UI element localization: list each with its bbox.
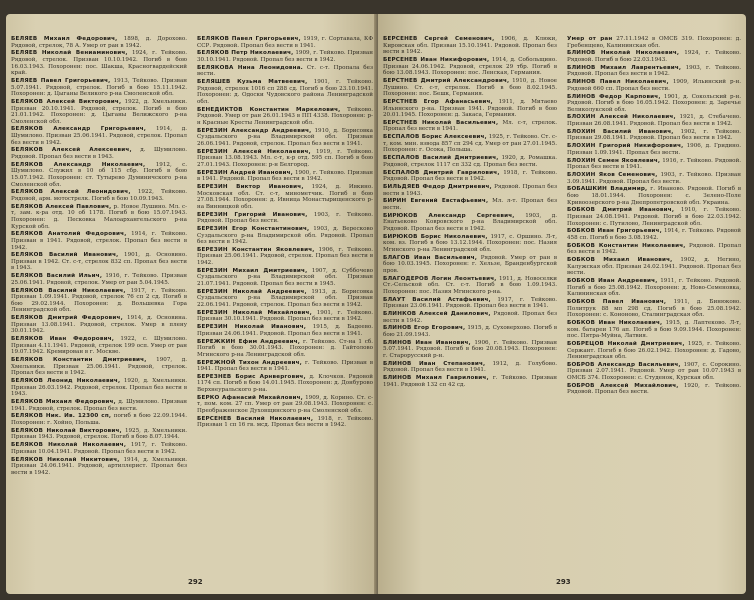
memorial-entry (197, 107, 373, 127)
entry-name: БЕЛЯКОВ Алексей Павлович, (11, 203, 112, 210)
entry-name: БЕРСЕНЕВ Сергей Семенович, (383, 36, 495, 42)
entry-details: Мл. с-т, стрелок. Пропал без вести в 1941. (383, 119, 558, 133)
entry-name: БЕЛЯКОВ Николай Николаевич, (11, 442, 127, 449)
memorial-entry (383, 213, 557, 233)
memorial-entry (383, 361, 557, 374)
entry-name: БИРЮКОВ Борис Николаевич, (383, 233, 488, 240)
entry-details: 1903, г. Тейково. Рядовой. Пропал без вести в 1942. (567, 64, 741, 78)
entry-details: 1917, с. Оршино. Л-т, ком. вз. Погиб в бою 13.12.1944. Похоронен: пос. Назия Мгинского р-на Ленинградской обл. (383, 233, 557, 253)
entry-details: 1922, Тейково. Рядовой, арм. мотострелк. Погиб в бою 10.09.1943. (11, 189, 187, 202)
entry-details: 1903, д. Енатьеково Ковровского р-на Владимирской обл. Рядовой. Пропал без вести в 1942. (383, 212, 558, 232)
left-page-columns (6, 36, 378, 566)
memorial-entry (567, 320, 741, 340)
memorial-entry (567, 36, 741, 49)
entry-name: БЕЛЯКОВ Александр Григорьевич, (11, 126, 147, 133)
entry-details: 1910, д. Новое Лушино. Ст. с-т, стрелок. Погиб в бою 8.02.1945. Похоронен: пос. Бешк, Германия. (383, 77, 557, 98)
memorial-entry (11, 189, 187, 202)
entry-name: БЕЛЯКОВ Павел Григорьевич, (197, 36, 301, 42)
entry-name: БЕЛЯКОВ Анатолий Федорович, (11, 231, 127, 238)
entry-details: 1909, Ильинский р-н. Рядовой 660 сп. Пропал без вести. (567, 79, 741, 92)
entry-details: 1898, д. Дорохово. Рядовой, стрелок, 78 А. Умер от ран в 1942. (11, 36, 187, 49)
entry-name: БЕРЕЗИН Николай Иванович, (197, 324, 307, 331)
entry-details: 1911, д. Бинюково. Политрук 88 мп 298 сд. Погиб в бою 25.08.1942. Похоронен: с. Кононово, Сталинградская обл. (567, 298, 742, 319)
entry-details: 1914, д. Хмельники. Призван 24.06.1941. Рядовой, артиллерист. Пропал без вести в 1942. (11, 456, 187, 476)
memorial-entry (11, 36, 187, 49)
left-page (6, 14, 378, 594)
memorial-entry (197, 268, 373, 288)
entry-name: БЕРЕЗИН Николай Михайлович, (197, 309, 312, 316)
right-page (378, 14, 746, 594)
entry-name: БЛАГОВ Иван Васильевич, (383, 254, 478, 261)
entry-name: БИРИН Евгений Евстафьевич, (383, 198, 489, 205)
memorial-entry (197, 128, 373, 148)
entry-name: БЕЛЯШЕВ Кузьма Матвеевич, (197, 79, 308, 86)
entry-details: 1906, г. Тейково. Призван 5.07.1941. Рядовой. Погиб в бою 20.08.1943. Похоронен: г. Старорусский р-н. (383, 339, 557, 359)
entry-name: БЛИНОВ Михаил Лаврентьевич, (567, 64, 682, 71)
entry-name: БЛИНОВ Михаил Гаврилович, (383, 375, 489, 382)
memorial-entry (383, 99, 557, 119)
left-column-2 (192, 36, 378, 566)
memorial-entry (383, 36, 557, 56)
entry-details: 1909, д. Корино. Ст. с-т, пом. ком. 27 сп. Умер от ран 29.08.1943. Похоронен: с. Преображенское Духовщинского р-на Смоленской обл. (197, 394, 373, 415)
entry-details: 1912, д. Голубово. Рядовой. Пропал без вести в 1941. (383, 360, 558, 374)
entry-details: 1915, д. Лаптеково. Л-т, ком. батареи 176 ап. Погиб в бою 9.09.1944. Похоронен: пос. Пятра-Муйна, Латвия. (567, 319, 742, 340)
memorial-entry (567, 114, 741, 127)
memorial-entry (567, 65, 741, 78)
memorial-entry (567, 341, 741, 361)
entry-name: БЕРЕЗИН Андрей Иванович, (197, 169, 293, 176)
memorial-entry (197, 50, 373, 63)
entry-details: 1924, г. Тейково. Рядовой, стрелок. Призван 10.10.1942. Погиб в бою 16.03.1943. Похоронен: пос. Шакша, Красногвардейский край. (11, 50, 187, 77)
entry-details: Тейково. Рядовой. Умер от ран 26.01.1943 в ПП 4338. Похоронен: р-н Красные Кресты Ленинградской обл. (197, 106, 373, 126)
entry-details: Рядовой. Пропал без вести в 1943. (383, 183, 558, 197)
entry-name: БОБРЕЦОВ Николай Дмитриевич, (567, 340, 685, 347)
entry-name: БЕРЕЖНОЙ Тихон Андреевич, (197, 359, 302, 366)
entry-details: 1917, г. Тейково. Призван 10.04.1941. Рядовой. Пропал без вести в 1942. (11, 442, 187, 455)
entry-details: 1913, д. Борисовка Суздальского р-на Владимирской обл. Призван 22.06.1941. Рядовой, стрелок. Пропал без вести в 1942. (197, 288, 374, 308)
memorial-entry (11, 378, 187, 398)
entry-details: Рядовой. Пропал без вести в 1942. (383, 310, 557, 324)
entry-name: БЕЛЯЕВ Михаил Федорович, (11, 36, 118, 42)
entry-name: БЛИНОВ Николай Николаевич, (567, 50, 680, 57)
left-page-number: 292 (188, 578, 203, 586)
entry-name: БЛОХИН Василий Иванович, (567, 128, 674, 135)
entry-name: БЕСПАЛОВ Борис Алексеевич, (383, 134, 487, 141)
entry-details: 1922, д. Хмельники. Призван 20.10.1941. Рядовой, стрелок. Погиб в бою 21.01.1942. Похоронен: д. Цыганы Велижского р-на Смоленской обл. (11, 98, 188, 125)
memorial-entry (11, 428, 187, 441)
entry-details: 1914, д. Основина. Призван 13.08.1941. Рядовой, стрелок. Умер в плену 30.01.1942. (11, 315, 187, 335)
entry-name: БЛИНОВ Федор Карпович, (567, 93, 661, 100)
entry-name: БЕРСЕНЕВ Иван Никифорович, (383, 56, 490, 63)
entry-name: БЕРЕЗИН Николай Андреевич, (197, 288, 307, 295)
memorial-entry (383, 325, 557, 338)
entry-details: 1907, д. Суббочево Суздальского р-на Владимирской обл. Призван 21.07.1941. Рядовой. Пропал без вести в 1945. (197, 267, 374, 288)
entry-details: 1925, г. Тейково. Ст. с-т, ком. мин. взвода 857 сп 294 сд. Умер от ран 27.01.1945. Похоронен: г. Осока, Польша. (383, 134, 557, 154)
entry-details: 1911, г. Тейково. Рядовой. Погиб в бою 25.08.1942. Похоронен: д. Ново-Семеновка, Калининская обл. (567, 278, 741, 298)
memorial-entry (567, 94, 741, 114)
entry-details: 1924, д. Ивкино. Московская обл. Ст. с-т, минометчик. Погиб в бою 27.08.1944. Похоронен: д. Ивница Монастырищенского р-на Винницкой обл. (197, 183, 374, 210)
entry-name: БОБАШКИН Владимир, (567, 186, 648, 193)
memorial-entry (383, 184, 557, 197)
entry-name: БОБКОВ Дмитрий Иванович, (567, 207, 675, 214)
entry-details: 1903, г. Тейково. Рядовой. Пропал без вести. (197, 211, 373, 225)
entry-name: БЕЛЯКОВ Петр Николаевич, (197, 50, 294, 57)
memorial-entry (567, 383, 741, 396)
entry-name: БОБКОВ Иван Андреевич, (567, 278, 658, 284)
entry-details: 27.11.1942 в ОМСБ 319. Похоронен: д. Гребенщево, Калининская обл. (567, 36, 741, 49)
entry-name: БЕЛЯКОВ Александр Николаевич, (11, 161, 146, 168)
entry-name: БЕРЕЗИН Виктор Иванович, (197, 183, 304, 190)
entry-details: 1911, д. Митаево Ильинского р-на. Призван 1941. Рядовой. Погиб в бою 20.01.1945. Похоронен: д. Закаса, Германия. (383, 98, 557, 119)
memorial-entry (567, 362, 741, 382)
entry-name: БЛАУТ Василий Астафьевич, (383, 296, 491, 303)
memorial-entry (567, 129, 741, 142)
entry-details: г. Тейково. Призван 1941. Рядовой 132 сп 42 сд. (383, 375, 557, 388)
entry-name: БЕРЕЗИН Александр Андреевич, (197, 127, 312, 134)
memorial-entry (11, 78, 187, 98)
entry-details: д. Шумилово. Рядовой. Пропал без вести в 1943. (11, 147, 187, 161)
entry-details: р. Новое Лушино. Мл. с-т, зам. к-ра отд. 10 об 1178. Погиб в бою 15.07.1943. Похоронен: д. Песковка Малоархангельского р-на Курской обл. (11, 203, 188, 230)
entry-name: БЕЛЯКОВ Константин Дмитриевич, (11, 357, 147, 364)
entry-name: БОБРОВ Александр Васильевич, (567, 361, 681, 368)
entry-details: 1914, д. Шумилово. Призван 25.06.1941. Рядовой, стрелок. Пропал без вести в 1942. (11, 126, 188, 146)
entry-name: БЕРЕЗИН Константин Яковлевич, (197, 246, 315, 253)
memorial-entry (383, 120, 557, 133)
entry-name: БЛИНОВ Егор Егорович, (383, 325, 466, 332)
entry-name: БОБКОВ Иван Николаевич, (567, 319, 663, 326)
entry-details: 1903, г. Тейково. Призван 3.09.1941. Рядовой. Пропал без вести. (567, 171, 741, 185)
entry-details: 1906, г. Тейково. Призван 25.06.1941. Рядовой, стрелок. Пропал без вести в 1942. (197, 246, 374, 267)
memorial-entry (11, 126, 187, 146)
entry-details: 1917, г. Тейково. Призван 1.09.1941. Рядовой, стрелок 76 сп 2 сд. Погиб в бою 29.02.1944. Похоронен: д. Вольшевка Гора Ленинградской обл. (11, 287, 187, 314)
memorial-entry (197, 310, 373, 323)
memorial-entry (11, 147, 187, 160)
entry-details: 1907, с. Сорокино. Призван 2.07.1941. Рядовой. Умер от ран 10.07.1943 в ОМСБ 374. Похоронен: с. Студенок, Курская обл. (567, 361, 742, 382)
entry-details: г. Тейково. Призван в 1941. Пропал без вести в 1941. (197, 359, 374, 373)
entry-details: 1910, г. Тейково. Призван 24.08.1941. Рядовой. Погиб в бою 22.03.1942. Похоронен: с. Путилово, Ленинградской обл. (567, 207, 741, 227)
entry-details: 1900, г. Тейково. Призван в 1941. Рядовой. Пропал без вести в 1942. (197, 169, 374, 183)
entry-name: БЛОХИН Алексей Николаевич, (567, 114, 676, 121)
entry-details: г. Тейково. Ст-на 1 сб. Погиб в бою 30.01.1943. Похоронен: д. Гайтолово Мгинского р-на Ленинградской обл. (197, 338, 373, 358)
entry-name: БЕСПАЛОВ Дмитрий Гаврилович, (383, 169, 500, 176)
entry-details: д. Клочков. Рядовой 1174 сп. Погиб в бою 14.01.1945. Похоронен: д. Донбурово Верхнеуральского р-на. (197, 373, 373, 394)
entry-details: 1902, г. Тейково. Призван 29.08.1941. Рядовой. Пропал без вести в 1942. (567, 128, 741, 142)
memorial-entry (567, 50, 741, 63)
entry-details: 1920, д. Ромашка. Рядовой, стрелок 1117 сп 332 сд. Пропал без вести. (383, 155, 558, 168)
memorial-entry (197, 374, 373, 394)
entry-name: БЕЛЯКОВ Леонид Николаевич, (11, 378, 121, 385)
memorial-entry (197, 79, 373, 105)
memorial-entry (197, 226, 373, 246)
entry-name: БЛОХИН Яков Семенович, (567, 171, 658, 178)
memorial-entry (383, 134, 557, 154)
entry-details: погиб в бою 22.09.1944. Похоронен: г. Хойно, Польша. (11, 413, 187, 427)
entry-name: БОБКОВ Павел Иванович, (567, 298, 667, 305)
entry-name: БЛОХИН Григорий Никифорович, (567, 143, 684, 150)
memorial-entry (197, 289, 373, 309)
entry-name: БИЛЬДЯЕВ Федор Дмитриевич, (383, 183, 492, 190)
entry-details: 1916, г. Тейково. Призван 25.06.1941. Рядовой, стрелок. Умер от ран 5.04.1945. (11, 273, 187, 286)
memorial-entry (567, 143, 741, 156)
entry-name: БЕЛЯКОВ Иван Федорович, (11, 336, 115, 343)
entry-name: БЕЛЯКОВ Николай Никитович, (11, 456, 120, 463)
entry-name: БЕРСТНЕВ Николай Васильевич, (383, 119, 499, 126)
memorial-entry (197, 395, 373, 415)
memorial-entry (11, 273, 187, 286)
memorial-entry (567, 299, 741, 319)
entry-details: 1919, г. Тейково. Призван 13.08.1943. Мл. с-т, к-р отд. 595 сп. Погиб в бою 27.01.1943. Похоронен: р-н Белгород. (197, 148, 374, 168)
memorial-entry (197, 184, 373, 210)
entry-details: 1914, д. Собольщино. Призван 24.06.1942. Рядовой, стрелок 29 тбр. Погиб в бою 13.08.1943. Похоронен: пос. Ленская, Германия. (383, 56, 557, 77)
memorial-entry (11, 288, 187, 314)
entry-details: 1914, г. Тейково. Призван в 1941. Рядовой, стрелок. Пропал без вести в 1942. (11, 231, 187, 251)
entry-name: БЛИНОВ Павел Николаевич, (567, 79, 669, 86)
entry-details: Ст. с-т. Пропала без вести. (197, 64, 374, 78)
memorial-entry (11, 399, 187, 412)
entry-name: БЕЛЯКОВА Нина Леонидовна. (197, 64, 303, 71)
entry-name: БЛИНОВ Иван Иванович, (383, 339, 471, 346)
entry-details: 1910, д. Борисовка Суздальского р-на Владимирской обл. Призван 26.06.1941. Рядовой, стрелок. Пропал без вести в 1941. (197, 127, 373, 147)
entry-name: БЕНЕДИКТОВ Константин Маркелович, (197, 106, 341, 113)
memorial-entry (197, 416, 373, 429)
entry-name: Умер от ран (567, 36, 613, 42)
memorial-entry (567, 207, 741, 227)
entry-details: 1913, Тейково. Призван 5.07.1941. Рядовой, стрелок. Погиб в бою 15.11.1942. Похоронен: д. Цыганы Великого р-на Смоленской обл. (11, 77, 188, 98)
memorial-entry (383, 297, 557, 310)
entry-name: БЕЛЯКОВ Алексей Леонидович, (11, 189, 131, 196)
entry-name: БЕЛЯКОВ Василий Николаевич, (11, 287, 126, 294)
entry-details: 1914, г. Тейково. Рядовой 458 сп. Погиб в бою 3.08.1942. (567, 228, 741, 241)
entry-details: 1925, д. Хмельники. Призван 1943. Рядовой, стрелок. Погиб в бою 8.07.1944. (11, 427, 187, 441)
entry-details: 1907, д. Хмельники. Призван 25.06.1941. Рядовой, стрелок. Пропал без вести в 1942. (11, 357, 187, 377)
entry-details: 1917, г. Тейково. Призван 23.06.1941. Рядовой. Пропал без вести в 1941. (383, 296, 557, 310)
entry-details: 1901, д. Сокольский р-н. Рядовой. Погиб в бою 16.05.1942. Похоронен: д. Заречье Великолукской обл. (567, 93, 741, 113)
entry-details: 1909, г. Тейково. Призван 30.10.1941. Рядовой. Пропал без вести в 1942. (197, 50, 373, 63)
memorial-entry (567, 186, 741, 206)
memorial-entry (11, 231, 187, 251)
entry-details: 1920, д. Хмельники. Призван 26.03.1942. Рядовой, стрелок. Пропал без вести в 1943. (11, 378, 187, 398)
memorial-entry (383, 255, 557, 275)
memorial-entry (567, 158, 741, 171)
entry-details: 1911, д. Новоселки Ст.-Сельской обл. Ст. с-т. Погиб в бою 1.09.1943. Похоронен: пос. Назия Мгинского р-на. (383, 275, 557, 295)
memorial-entry (197, 360, 373, 373)
entry-name: БЕРЕЗИН Алексей Николаевич, (197, 148, 311, 155)
entry-details: 1903, д. Вересково Суздальского р-на Владимирской обл. Рядовой. Пропал без вести в 1942. (197, 225, 373, 246)
entry-name: БЕЛЯКОВ Алексей Алексеевич, (11, 147, 132, 154)
memorial-entry (197, 149, 373, 169)
entry-name: БЕРЕЗНЕВ Борис Арнвергович, (197, 373, 306, 380)
entry-name: БЕСПАЛОВ Василий Дмитриевич, (383, 155, 499, 162)
entry-name: БЕРЕЖКИН Ефим Андреевич, (197, 338, 301, 345)
entry-name: БЕРСЕНЕВ Василий Николаевич, (197, 415, 314, 422)
entry-details: 1906, д. Гридино. Призван 1.09.1941. Пропал без вести. (567, 143, 742, 156)
entry-name: БЕРЕЗИН Григорий Иванович, (197, 211, 308, 218)
entry-name: БЕЛЯКОВ Ник. Ив. 12300 сп, (11, 413, 112, 420)
entry-details: Мл. л-т. Пропал без вести. (383, 198, 557, 211)
entry-details: 1902, д. Негино, Калужская обл. Призван 24.02.1941. Рядовой. Пропал без вести. (567, 257, 741, 277)
entry-details: д. Шумилово. Призван 1941. Рядовой, стрелок. Пропал без вести. (11, 399, 188, 412)
entry-details: 1918, г. Тейково. Рядовой. Пропал без вести в 1942. (383, 169, 557, 183)
memorial-entry (383, 78, 557, 98)
entry-details: 1919, г. Сортавала, КФ ССР. Рядовой. Пропал без вести в 1941. (197, 36, 373, 49)
memorial-entry (567, 243, 741, 256)
memorial-entry (567, 257, 741, 277)
memorial-entry (11, 357, 187, 377)
entry-name: БЕЛЯКОВ Михаил Федорович, (11, 399, 116, 406)
memorial-entry (567, 228, 741, 241)
entry-name: БЕЛЯКОВ Василий Ильич, (11, 273, 103, 280)
entry-name: БЕРЕЗИН Михаил Дмитриевич, (197, 267, 308, 274)
entry-details: г. Иваново. Рядовой. Погиб в бою 18.01.1944. Похоронен: с. Зелено-Поле Кривоозерского р-на Днепропетровской обл. Украина. (567, 186, 742, 206)
entry-name: БОБКОВ Михаил Иванович, (567, 257, 673, 264)
memorial-entry (11, 204, 187, 230)
entry-name: БЕРЕЗИН Егор Константинович, (197, 225, 310, 232)
memorial-entry (383, 155, 557, 168)
entry-name: БЕЛЯЕВ Павел Григорьевич, (11, 77, 111, 84)
entry-name: БЛИНОВ Иван Степанович, (383, 360, 486, 367)
memorial-entry (567, 79, 741, 92)
entry-details: 1901, г. Тейково. Призван 30.10.1941. Рядовой. Пропал без вести в 1942. (197, 309, 373, 323)
entry-name: БЛАГОДЕРОВ Логин Леонтьевич, (383, 275, 497, 282)
right-column-2 (562, 36, 746, 566)
memorial-entry (567, 172, 741, 185)
entry-name: БЕЛЯКОВ Дмитрий Федорович, (11, 315, 123, 322)
entry-name: БЕЛЯЕВ Николай Вениаминович, (11, 50, 128, 57)
entry-details: 1915, д. Суховерхово. Погиб в бою 21.09.1943. (383, 325, 557, 338)
entry-details: 1906, д. Клюки, Кировская обл. Призван 15.10.1941. Рядовой. Пропал без вести в 1942. (383, 36, 557, 56)
memorial-entry (11, 442, 187, 455)
memorial-entry (197, 65, 373, 78)
entry-name: БЛИНКОВ Алексей Данилович, (383, 310, 491, 317)
entry-details: 1920, г. Тейково. Рядовой. Пропал без вести. (567, 382, 742, 396)
entry-name: БОБКОВ Константин Николаевич, (567, 242, 686, 249)
entry-name: БЕЛЯКОВ Николай Викторович, (11, 427, 122, 434)
memorial-entry (383, 276, 557, 296)
memorial-entry (567, 278, 741, 298)
left-column-1 (6, 36, 192, 566)
memorial-entry (11, 50, 187, 76)
entry-details: Рядовой. Пропал без вести в 1942. (567, 242, 742, 256)
entry-name: БОБКОВ Иван Григорьевич, (567, 228, 662, 235)
memorial-entry (383, 198, 557, 211)
entry-name: БЛОХИН Семен Яковлевич, (567, 157, 661, 164)
memorial-entry (383, 57, 557, 77)
entry-details: 1916, г. Тейково. Рядовой. Пропал без вести в 1941. (567, 157, 741, 171)
memorial-entry (11, 162, 187, 188)
right-page-columns (378, 36, 746, 566)
memorial-entry (11, 99, 187, 125)
entry-name: БЕРСТНЕВ Дмитрий Александрович, (383, 77, 510, 84)
memorial-entry (197, 212, 373, 225)
memorial-entry (11, 336, 187, 356)
entry-details: 1925, г. Тейково. Сержант. Погиб в бою 26.02.1942. Похоронен: д. Гадово, Ленинградская обл. (567, 340, 741, 361)
memorial-entry (383, 375, 557, 388)
entry-details: 1901, г. Тейково. Рядовой, стрелок 1016 сп 288 сд. Погиб в бою 23.10.1941. Похоронен: д. Одоски Чудовского района Ленинградской обл. (197, 79, 373, 105)
entry-details: 1912, с. Шумилово. Служил в 10 об 115 сбр. Погиб в бою 15.07.1942. Похоронен: ст. Тутырево Думиничского р-на Смоленской обл. (11, 161, 187, 188)
entry-name: БОБРОВ Алексей Михайлович, (567, 382, 679, 389)
right-page-number: 293 (556, 578, 571, 586)
entry-details: 1915, д. Бадеево. Призван 24.06.1941. Рядовой. Пропал без вести в 1941. (197, 324, 373, 337)
memorial-entry (383, 170, 557, 183)
right-column-1 (378, 36, 562, 566)
memorial-entry (383, 234, 557, 254)
memorial-entry (11, 252, 187, 272)
entry-details: 1922, с. Шумилово. Призван 4.11.1941. Рядовой, стрелок 199 осп. Умер от ран 19.07.1942. Кремирован в г. Москве. (11, 336, 187, 356)
entry-details: 1921, д. Стебачево. Призван 26.08.1941. Рядовой. Пропал без вести в 1942. (567, 114, 741, 128)
entry-name: БЕЛЯКОВ Василий Иванович, (11, 252, 119, 259)
memorial-entry (197, 36, 373, 49)
memorial-entry (11, 457, 187, 477)
memorial-entry (197, 170, 373, 183)
entry-name: БИРЮКОВ Александр Сергеевич, (383, 212, 515, 219)
memorial-entry (197, 324, 373, 337)
entry-details: 1901, д. Основино. Призван в 1942. Ст. с-т, стрелок 832 сп. Пропал без вести в 1943. (11, 252, 187, 272)
entry-name: БЕРКО Афанасий Михайлович, (197, 394, 303, 401)
entry-name: БЕРСТНЕВ Егор Афанасьевич, (383, 98, 493, 105)
memorial-entry (11, 315, 187, 335)
memorial-entry (11, 413, 187, 426)
entry-details: 1924, г. Тейково. Рядовой. Погиб в бою 22.03.1943. (567, 50, 741, 63)
memorial-entry (197, 247, 373, 267)
memorial-entry (383, 340, 557, 360)
entry-details: Рядовой. Умер от ран в бою 10.03.1945. Похоронен: г. Хельзе, Бранденбургской пров. (383, 254, 557, 274)
memorial-entry (383, 311, 557, 324)
entry-details: 1918, г. Тейково. Призван 1 сп 16 гв. мсд. Пропал без вести в 1942. (197, 415, 374, 429)
memorial-entry (197, 339, 373, 359)
entry-name: БЕЛЯКОВ Алексей Викторович, (11, 98, 122, 105)
